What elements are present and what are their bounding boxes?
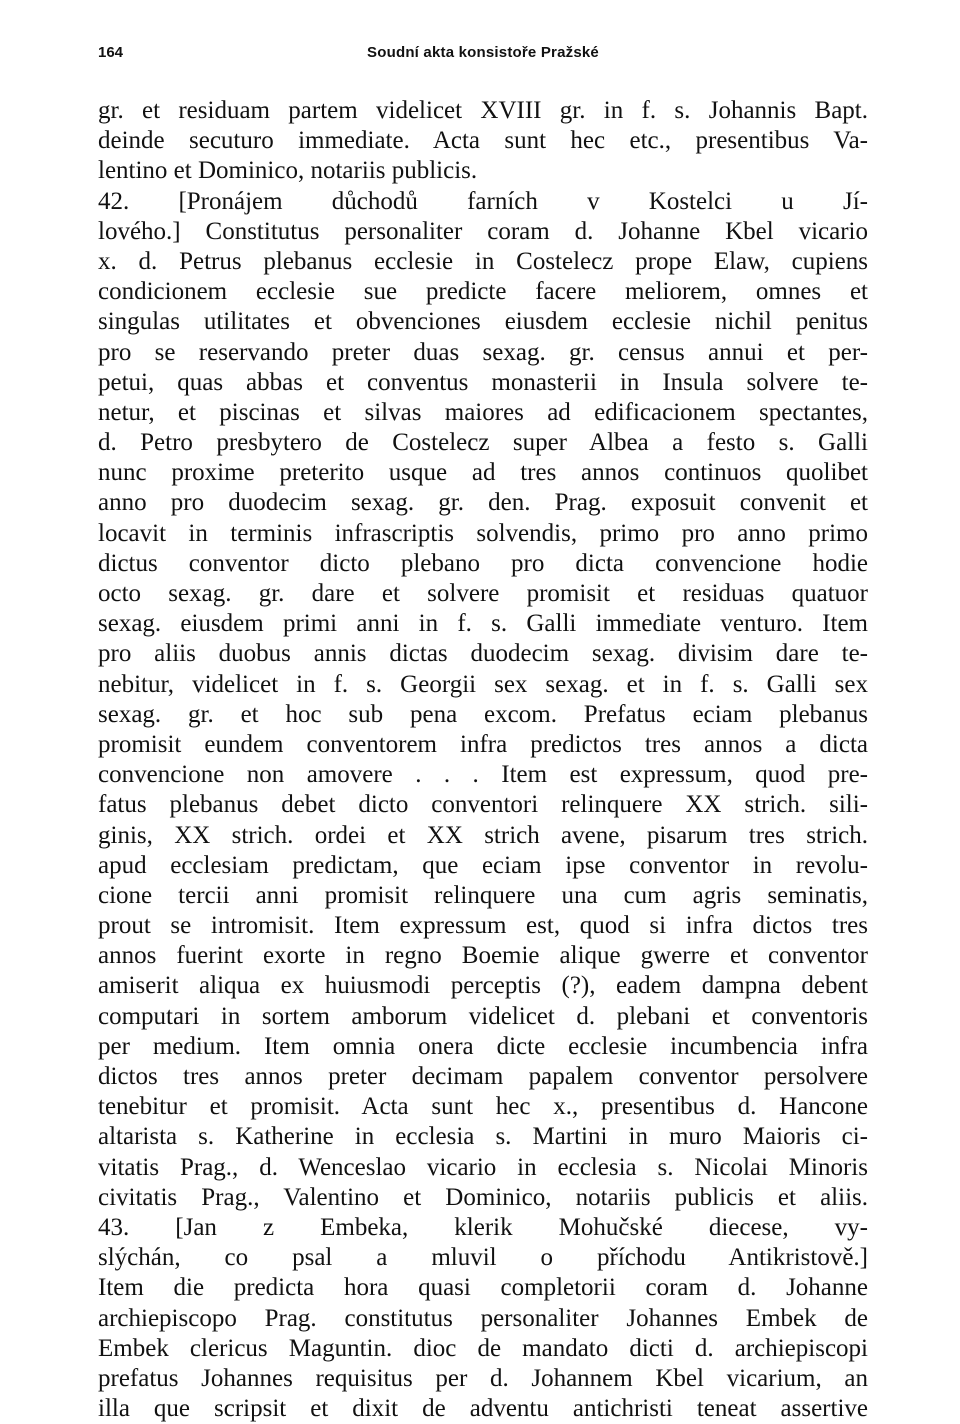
text-line: anno pro duodecim sexag. gr. den. Prag. exposuit convenit et	[98, 489, 868, 517]
text-line: nunc proxime preterito usque ad tres annos continuos quolibet	[98, 459, 868, 487]
text-line: illa que scripsit et dixit de adventu antichristi teneat assertive	[98, 1395, 868, 1423]
text-line: archiepiscopo Prag. constitutus personaliter Johannes Embek de	[98, 1304, 868, 1332]
text-line: dictus conventor dicto plebano pro dicta convencione hodie	[98, 549, 868, 577]
text-line: gr. et residuam partem videlicet XVIII gr. in f. s. Johannis Bapt.	[98, 97, 868, 124]
text-line: nebitur, videlicet in f. s. Georgii sex sexag. et in f. s. Galli sex	[98, 670, 868, 698]
text-line: altarista s. Katherine in ecclesia s. Martini in muro Maioris ci-	[98, 1123, 868, 1151]
text-line: lového.] Constitutus personaliter coram d. Johanne Kbel vicario	[98, 217, 868, 245]
text-line: Item die predicta hora quasi completorii coram d. Johanne	[98, 1274, 868, 1302]
text-line: deinde secuturo immediate. Acta sunt hec etc., presentibus Va-	[98, 127, 868, 155]
text-line: locavit in terminis infrascriptis solvendis, primo pro anno primo	[98, 519, 868, 547]
text-line: ginis, XX strich. ordei et XX strich avene, pisarum tres strich.	[98, 821, 868, 849]
text-line: computari in sortem amborum videlicet d. plebani et conventoris	[98, 1002, 868, 1030]
text-line: netur, et piscinas et silvas maiores ad edificacionem spectantes,	[98, 398, 868, 426]
text-line: condicionem ecclesie sue predicte facere meliorem, omnes et	[98, 278, 868, 306]
text-line: vitatis Prag., d. Wenceslao vicario in ecclesia s. Nicolai Minoris	[98, 1153, 868, 1181]
text-line: sexag. gr. et hoc sub pena excom. Prefatus eciam plebanus	[98, 700, 868, 728]
text-line: pro aliis duobus annis dictas duodecim sexag. divisim dare te-	[98, 640, 868, 668]
section-heading-43-cont: slýchán, co psal a mluvil o příchodu Antikristově.]	[98, 1244, 868, 1272]
text-line: lentino et Dominico, notariis publicis.	[98, 157, 478, 185]
text-line: octo sexag. gr. dare et solvere promisit et residuas quatuor	[98, 580, 868, 607]
text-line: fatus plebanus debet dicto conventori relinquere XX strich. sili-	[98, 791, 868, 819]
text-line: prout se intromisit. Item expressum est, quod si infra dictos tres	[98, 912, 868, 940]
page-header	[98, 42, 868, 64]
text-line: cione tercii anni promisit relinquere una cum agris seminatis,	[98, 881, 868, 909]
text-line: annos fuerint exorte in regno Boemie alique gwerre et conventor	[98, 942, 868, 970]
text-line: singulas utilitates et obvenciones eiusdem ecclesie nichil penitus	[98, 308, 868, 336]
text-line: x. d. Petrus plebanus ecclesie in Costelecz prope Elaw, cupiens	[98, 247, 868, 275]
text-line: tenebitur et promisit. Acta sunt hec x., presentibus d. Hancone	[98, 1093, 868, 1121]
text-line: amiserit aliqua ex huiusmodi perceptis (?), eadem dampna debent	[98, 972, 868, 1000]
text-line: prefatus Johannes requisitus per d. Johannem Kbel vicarium, an	[98, 1364, 868, 1392]
body-text	[98, 96, 868, 1424]
section-heading-42: 42. [Pronájem důchodů farních v Kostelci u Jí-	[98, 187, 868, 215]
section-heading-43: 43. [Jan z Embeka, klerik Mohučské diecese, vy-	[98, 1213, 868, 1241]
text-line: apud ecclesiam predictam, que eciam ipse conventor in revolu-	[98, 851, 868, 879]
page-number: 164	[98, 44, 124, 61]
text-line: promisit eundem conventorem infra predictos tres annos a dicta	[98, 730, 868, 758]
text-line: per medium. Item omnia onera dicte ecclesie incumbencia infra	[98, 1032, 868, 1060]
text-line: pro se reservando preter duas sexag. gr. census annui et per-	[98, 338, 868, 366]
text-line: Embek clericus Maguntin. dioc de mandato dicti d. archiepiscopi	[98, 1334, 868, 1362]
text-line: d. Petro presbytero de Costelecz super Albea a festo s. Galli	[98, 429, 868, 457]
running-title: Soudní akta konsistoře Pražské	[367, 44, 599, 61]
text-line: sexag. eiusdem primi anni in f. s. Galli immediate venturo. Item	[98, 610, 868, 638]
text-line: petui, quas abbas et conventus monasterii in Insula solvere te-	[98, 368, 868, 396]
text-line: civitatis Prag., Valentino et Dominico, notariis publicis et aliis.	[98, 1183, 868, 1211]
text-line: convencione non amovere . . . Item est expressum, quod pre-	[98, 761, 868, 789]
text-line: dictos tres annos preter decimam papalem conventor persolvere	[98, 1063, 868, 1090]
